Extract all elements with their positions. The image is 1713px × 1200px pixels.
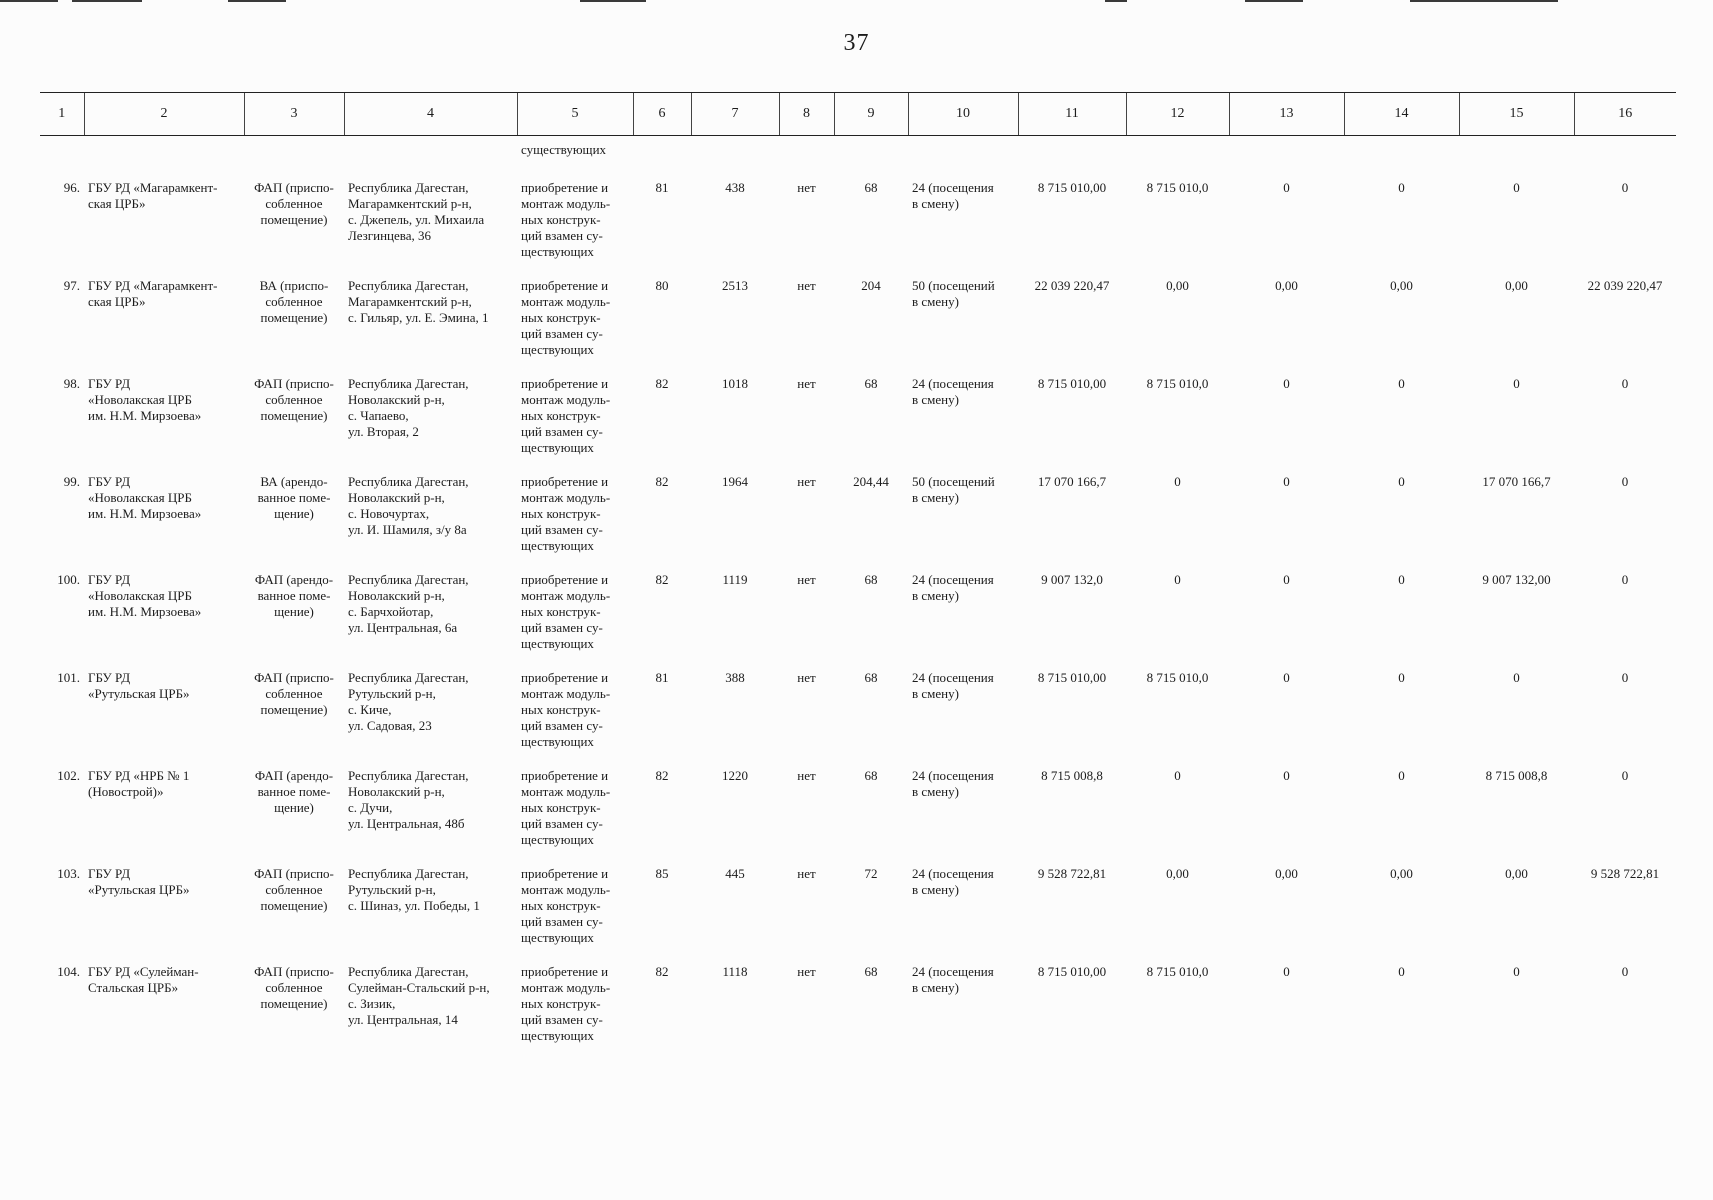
value-col-6: 82 (655, 572, 669, 587)
amount-col-13: 0 (1283, 180, 1290, 195)
table-row (40, 466, 1676, 564)
amount-col-16: 0 (1621, 474, 1629, 489)
amount-col-14: 0 (1398, 768, 1405, 783)
top-edge-line (580, 0, 646, 2)
capacity: 24 (посещения в смену) (912, 572, 994, 603)
amount-col-14: 0,00 (1390, 866, 1413, 881)
value-col-6: 82 (655, 474, 669, 489)
facility-type: ФАП (приспо- собленное помещение) (254, 670, 334, 717)
amount-col-11: 17 070 166,7 (1037, 474, 1107, 489)
value-col-7: 1220 (722, 768, 748, 783)
column-header-13: 13 (1229, 93, 1344, 136)
amount-col-12: 0 (1174, 572, 1181, 587)
amount-col-13: 0 (1283, 768, 1290, 783)
amount-col-15: 0 (1513, 670, 1520, 685)
capacity: 24 (посещения в смену) (912, 768, 994, 799)
row-number: 101. (57, 670, 80, 685)
facility-address: Республика Дагестан, Сулейман-Стальский р-н, с. Зизик, ул. Центральная, 14 (348, 964, 490, 1027)
top-edge-line (1410, 0, 1558, 2)
work-type: приобретение и монтаж модуль- ных конструк- ций взамен су- ществующих (521, 474, 611, 553)
facility-type: ФАП (приспо- собленное помещение) (254, 376, 334, 423)
value-col-9: 68 (864, 572, 878, 587)
row-number: 97. (63, 278, 80, 293)
amount-col-12: 8 715 010,0 (1146, 964, 1209, 979)
value-col-6: 80 (655, 278, 669, 293)
amount-col-14: 0 (1398, 474, 1405, 489)
table-body (40, 136, 1676, 1055)
row-number: 98. (63, 376, 80, 391)
amount-col-16: 0 (1621, 180, 1629, 195)
value-col-9: 68 (864, 376, 878, 391)
row-number: 103. (57, 866, 80, 881)
column-header-1: 1 (40, 93, 84, 136)
facility-address: Республика Дагестан, Новолакский р-н, с. Новочуртах, ул. И. Шамиля, з/у 8а (348, 474, 469, 537)
amount-col-14: 0,00 (1390, 278, 1413, 293)
facility-type: ФАП (арендо- ванное поме- щение) (254, 572, 334, 619)
amount-col-11: 8 715 008,8 (1041, 768, 1103, 783)
amount-col-11: 9 528 722,81 (1037, 866, 1107, 881)
organization-name: ГБУ РД «НРБ № 1 (Новострой)» (88, 768, 190, 799)
column-header-5: 5 (517, 93, 633, 136)
facility-address: Республика Дагестан, Рутульский р-н, с. Киче, ул. Садовая, 23 (348, 670, 469, 733)
facility-address: Республика Дагестан, Новолакский р-н, с. Дучи, ул. Центральная, 48б (348, 768, 469, 831)
column-header-3: 3 (244, 93, 344, 136)
capacity: 24 (посещения в смену) (912, 376, 994, 407)
column-header-8: 8 (779, 93, 834, 136)
amount-col-13: 0 (1283, 376, 1290, 391)
amount-col-16: 22 039 220,47 (1587, 278, 1663, 293)
facility-type: ФАП (арендо- ванное поме- щение) (254, 768, 334, 815)
amount-col-14: 0 (1398, 180, 1405, 195)
work-type: приобретение и монтаж модуль- ных конструк- ций взамен су- ществующих (521, 964, 611, 1043)
amount-col-14: 0 (1398, 964, 1405, 979)
value-col-8: нет (797, 866, 816, 881)
amount-col-11: 8 715 010,00 (1037, 376, 1107, 391)
top-edge-line (72, 0, 142, 2)
amount-col-15: 0 (1513, 180, 1520, 195)
value-col-7: 388 (725, 670, 745, 685)
registry-table (40, 92, 1676, 1054)
capacity: 24 (посещения в смену) (912, 866, 994, 897)
column-header-14: 14 (1344, 93, 1459, 136)
column-header-6: 6 (633, 93, 691, 136)
amount-col-16: 0 (1621, 768, 1629, 783)
value-col-6: 81 (655, 180, 669, 195)
organization-name: ГБУ РД «Сулейман- Стальская ЦРБ» (88, 964, 199, 995)
amount-col-14: 0 (1398, 376, 1405, 391)
work-type: приобретение и монтаж модуль- ных конструк- ций взамен су- ществующих (521, 572, 611, 651)
amount-col-11: 22 039 220,47 (1034, 278, 1110, 293)
top-edge-line (228, 0, 286, 2)
facility-address: Республика Дагестан, Магарамкентский р-н, с. Джепель, ул. Михаила Лезгинцева, 36 (348, 180, 485, 243)
table-row (40, 760, 1676, 858)
amount-col-15: 0,00 (1505, 278, 1528, 293)
work-type: приобретение и монтаж модуль- ных конструк- ций взамен су- ществующих (521, 670, 611, 749)
work-type: приобретение и монтаж модуль- ных конструк- ций взамен су- ществующих (521, 376, 611, 455)
amount-col-12: 0 (1174, 474, 1181, 489)
amount-col-16: 9 528 722,81 (1590, 866, 1660, 881)
amount-col-13: 0,00 (1275, 866, 1298, 881)
amount-col-11: 8 715 010,00 (1037, 964, 1107, 979)
value-col-9: 72 (864, 866, 878, 881)
amount-col-13: 0 (1283, 964, 1290, 979)
value-col-7: 1118 (722, 964, 748, 979)
amount-col-14: 0 (1398, 572, 1405, 587)
value-col-6: 85 (655, 866, 669, 881)
value-col-8: нет (797, 278, 816, 293)
amount-col-15: 0 (1513, 964, 1520, 979)
facility-type: ВА (приспо- собленное помещение) (259, 278, 329, 325)
value-col-9: 204,44 (853, 474, 889, 489)
value-col-6: 82 (655, 964, 669, 979)
organization-name: ГБУ РД «Новолакская ЦРБ им. Н.М. Мирзоева» (88, 572, 202, 619)
column-header-15: 15 (1459, 93, 1574, 136)
amount-col-12: 8 715 010,0 (1146, 376, 1209, 391)
amount-col-13: 0 (1283, 474, 1290, 489)
work-type: приобретение и монтаж модуль- ных конструк- ций взамен су- ществующих (521, 180, 611, 259)
column-header-16: 16 (1574, 93, 1676, 136)
facility-address: Республика Дагестан, Новолакский р-н, с. Чапаево, ул. Вторая, 2 (348, 376, 469, 439)
value-col-6: 81 (655, 670, 669, 685)
value-col-7: 445 (725, 866, 745, 881)
capacity: 50 (посещений в смену) (912, 474, 995, 505)
column-header-12: 12 (1126, 93, 1229, 136)
value-col-8: нет (797, 964, 816, 979)
amount-col-16: 0 (1621, 572, 1629, 587)
organization-name: ГБУ РД «Новолакская ЦРБ им. Н.М. Мирзоева» (88, 376, 202, 423)
value-col-8: нет (797, 670, 816, 685)
row-number: 102. (57, 768, 80, 783)
table-row (40, 172, 1676, 270)
amount-col-12: 0,00 (1166, 278, 1189, 293)
table-row (40, 368, 1676, 466)
value-col-8: нет (797, 768, 816, 783)
table-row (40, 270, 1676, 368)
column-header-2: 2 (84, 93, 244, 136)
capacity: 24 (посещения в смену) (912, 670, 994, 701)
amount-col-15: 0,00 (1505, 866, 1528, 881)
value-col-7: 1964 (722, 474, 748, 489)
row-number: 104. (57, 964, 80, 979)
value-col-8: нет (797, 180, 816, 195)
capacity: 24 (посещения в смену) (912, 180, 994, 211)
top-edge-line (1245, 0, 1303, 2)
column-header-9: 9 (834, 93, 908, 136)
continuation-row (40, 136, 1676, 173)
row-number: 100. (57, 572, 80, 587)
amount-col-16: 0 (1621, 964, 1629, 979)
value-col-9: 68 (864, 964, 878, 979)
value-col-9: 68 (864, 180, 878, 195)
value-col-7: 2513 (722, 278, 748, 293)
amount-col-13: 0,00 (1275, 278, 1298, 293)
amount-col-15: 9 007 132,00 (1482, 572, 1551, 587)
organization-name: ГБУ РД «Рутульская ЦРБ» (88, 866, 190, 897)
page-number: 37 (843, 30, 870, 56)
table-row (40, 858, 1676, 956)
amount-col-16: 0 (1621, 670, 1629, 685)
amount-col-11: 9 007 132,0 (1041, 572, 1103, 587)
amount-col-15: 0 (1513, 376, 1520, 391)
facility-address: Республика Дагестан, Новолакский р-н, с. Барчхойотар, ул. Центральная, 6а (348, 572, 469, 635)
amount-col-15: 17 070 166,7 (1482, 474, 1551, 489)
value-col-9: 204 (861, 278, 881, 293)
column-header-10: 10 (908, 93, 1018, 136)
facility-address: Республика Дагестан, Рутульский р-н, с. Шиназ, ул. Победы, 1 (348, 866, 480, 913)
amount-col-11: 8 715 010,00 (1037, 670, 1107, 685)
amount-col-14: 0 (1398, 670, 1405, 685)
facility-type: ФАП (приспо- собленное помещение) (254, 964, 334, 1011)
organization-name: ГБУ РД «Рутульская ЦРБ» (88, 670, 190, 701)
capacity: 24 (посещения в смену) (912, 964, 994, 995)
row-number: 99. (63, 474, 80, 489)
top-edge-line (0, 0, 58, 2)
amount-col-15: 8 715 008,8 (1485, 768, 1548, 783)
column-header-4: 4 (344, 93, 517, 136)
value-col-6: 82 (655, 376, 669, 391)
table-row (40, 662, 1676, 760)
amount-col-13: 0 (1283, 572, 1290, 587)
continuation-text: существующих (521, 142, 607, 157)
column-header-7: 7 (691, 93, 779, 136)
amount-col-16: 0 (1621, 376, 1629, 391)
amount-col-12: 0 (1174, 768, 1181, 783)
header-row (40, 93, 1676, 136)
value-col-8: нет (797, 376, 816, 391)
table-row (40, 564, 1676, 662)
work-type: приобретение и монтаж модуль- ных конструк- ций взамен су- ществующих (521, 866, 611, 945)
value-col-8: нет (797, 572, 816, 587)
column-header-11: 11 (1018, 93, 1126, 136)
row-number: 96. (63, 180, 80, 195)
table-row (40, 956, 1676, 1054)
work-type: приобретение и монтаж модуль- ных конструк- ций взамен су- ществующих (521, 768, 611, 847)
work-type: приобретение и монтаж модуль- ных конструк- ций взамен су- ществующих (521, 278, 611, 357)
value-col-7: 1119 (722, 572, 748, 587)
column-number-header (40, 93, 1676, 136)
facility-type: ВА (арендо- ванное поме- щение) (257, 474, 331, 521)
value-col-6: 82 (655, 768, 669, 783)
value-col-9: 68 (864, 670, 878, 685)
amount-col-12: 8 715 010,0 (1146, 180, 1209, 195)
capacity: 50 (посещений в смену) (912, 278, 995, 309)
value-col-7: 1018 (722, 376, 748, 391)
amount-col-13: 0 (1283, 670, 1290, 685)
organization-name: ГБУ РД «Магарамкент- ская ЦРБ» (88, 180, 218, 211)
organization-name: ГБУ РД «Магарамкент- ская ЦРБ» (88, 278, 218, 309)
facility-type: ФАП (приспо- собленное помещение) (254, 866, 334, 913)
facility-type: ФАП (приспо- собленное помещение) (254, 180, 334, 227)
amount-col-12: 0,00 (1166, 866, 1189, 881)
amount-col-12: 8 715 010,0 (1146, 670, 1209, 685)
organization-name: ГБУ РД «Новолакская ЦРБ им. Н.М. Мирзоева» (88, 474, 202, 521)
value-col-9: 68 (864, 768, 878, 783)
facility-address: Республика Дагестан, Магарамкентский р-н, с. Гильяр, ул. Е. Эмина, 1 (348, 278, 489, 325)
top-edge-line (1105, 0, 1127, 2)
amount-col-11: 8 715 010,00 (1037, 180, 1107, 195)
value-col-7: 438 (725, 180, 745, 195)
value-col-8: нет (797, 474, 816, 489)
